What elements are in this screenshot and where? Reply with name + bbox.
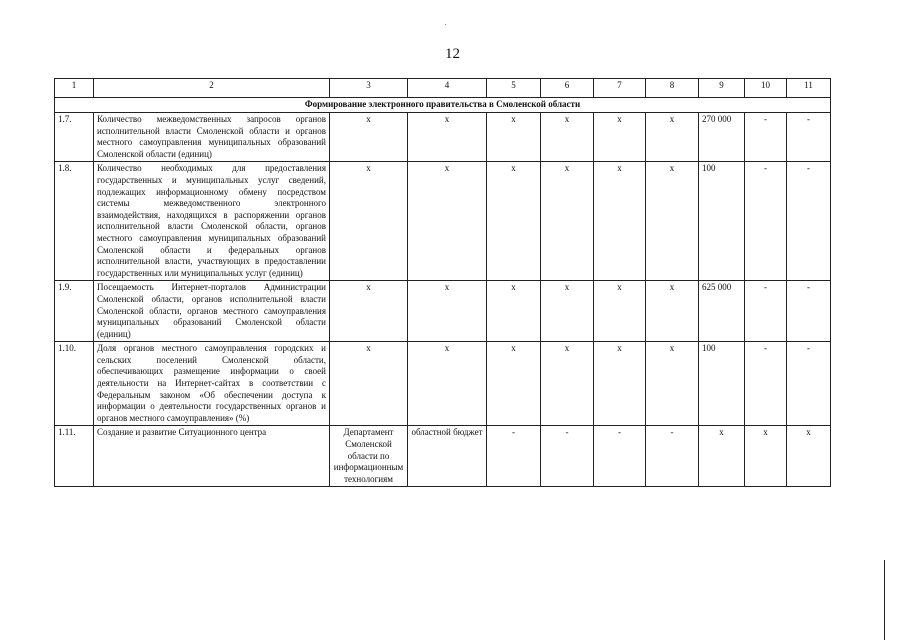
cell-col-5: x xyxy=(487,342,541,426)
column-number-header: 11 xyxy=(787,79,831,98)
column-number-header-row xyxy=(55,79,831,98)
cell-col-7: - xyxy=(594,426,646,487)
column-number-header: 10 xyxy=(745,79,787,98)
cell-col-8: x xyxy=(646,342,699,426)
cell-col-5: - xyxy=(487,426,541,487)
cell-col-10: - xyxy=(745,281,787,342)
indicator-description: Посещаемость Интернет-порталов Администрации Смоленской области, органов исполнительной власти Смоленской области, органов местного самоуправления муниципальных образований Смоленской области (единиц) xyxy=(94,281,330,342)
responsible-department: Департамент Смоленской области по информационным технологиям xyxy=(330,426,408,487)
row-number: 1.11. xyxy=(55,426,94,487)
scan-speck xyxy=(445,24,446,25)
cell-col-6: x xyxy=(541,162,594,281)
cell-col-9: 100 xyxy=(699,162,745,281)
cell-col-4: x xyxy=(408,281,487,342)
column-number-header: 3 xyxy=(330,79,408,98)
cell-col-6: - xyxy=(541,426,594,487)
cell-col-7: x xyxy=(594,113,646,162)
cell-col-10: - xyxy=(745,113,787,162)
cell-col-9: 100 xyxy=(699,342,745,426)
cell-col-5: x xyxy=(487,162,541,281)
cell-col-10: - xyxy=(745,162,787,281)
cell-col-7: x xyxy=(594,162,646,281)
cell-col-3: x xyxy=(330,342,408,426)
cell-col-3: x xyxy=(330,113,408,162)
cell-col-5: x xyxy=(487,113,541,162)
cell-col-10: - xyxy=(745,342,787,426)
cell-col-11: - xyxy=(787,162,831,281)
cell-col-4: x xyxy=(408,342,487,426)
column-number-header: 7 xyxy=(594,79,646,98)
indicator-description: Количество межведомственных запросов органов исполнительной власти Смоленской области и органов местного самоуправления муниципальных образований Смоленской области (единиц) xyxy=(94,113,330,162)
column-number-header: 1 xyxy=(55,79,94,98)
cell-col-4: x xyxy=(408,162,487,281)
cell-col-11: - xyxy=(787,113,831,162)
cell-col-8: x xyxy=(646,162,699,281)
table-row xyxy=(55,281,831,342)
row-number: 1.10. xyxy=(55,342,94,426)
row-number: 1.8. xyxy=(55,162,94,281)
cell-col-6: x xyxy=(541,113,594,162)
cell-col-8: x xyxy=(646,281,699,342)
section-title: Формирование электронного правительства в Смоленской области xyxy=(55,98,831,113)
section-header-row xyxy=(55,98,831,113)
cell-col-3: x xyxy=(330,162,408,281)
indicator-description: Создание и развитие Ситуационного центра xyxy=(94,426,330,487)
cell-col-8: x xyxy=(646,113,699,162)
cell-col-7: x xyxy=(594,342,646,426)
table-row xyxy=(55,162,831,281)
scan-edge-line xyxy=(884,560,885,640)
page-number: 12 xyxy=(445,46,460,62)
table-row xyxy=(55,426,831,487)
cell-col-3: x xyxy=(330,281,408,342)
column-number-header: 9 xyxy=(699,79,745,98)
cell-col-11: x xyxy=(787,426,831,487)
table-row xyxy=(55,342,831,426)
cell-col-7: x xyxy=(594,281,646,342)
cell-col-11: - xyxy=(787,342,831,426)
cell-col-9: x xyxy=(699,426,745,487)
row-number: 1.9. xyxy=(55,281,94,342)
cell-col-11: - xyxy=(787,281,831,342)
cell-col-5: x xyxy=(487,281,541,342)
table-row xyxy=(55,113,831,162)
indicator-description: Доля органов местного самоуправления городских и сельских поселений Смоленской области, обеспечивающих размещение информации о своей деятельности на Интернет-сайтах в соответствии с Федеральным законом «Об обеспечении доступа к информации о деятельности государственных органов и органов местного самоуправления» (%) xyxy=(94,342,330,426)
program-indicators-table xyxy=(54,78,831,487)
cell-col-6: x xyxy=(541,342,594,426)
funding-source: областной бюджет xyxy=(408,426,487,487)
cell-col-9: 270 000 xyxy=(699,113,745,162)
cell-col-6: x xyxy=(541,281,594,342)
cell-col-4: x xyxy=(408,113,487,162)
column-number-header: 2 xyxy=(94,79,330,98)
column-number-header: 8 xyxy=(646,79,699,98)
indicator-description: Количество необходимых для предоставления государственных и муниципальных услуг сведений, подлежащих информационному обмену посредством системы межведомственного электронного взаимодействия, находящихся в распоряжении органов исполнительной власти Смоленской области, органов местного самоуправления муниципальных образований Смоленской области и федеральных органов исполнительной власти, участвующих в предоставлении государственных или муниципальных услуг (единиц) xyxy=(94,162,330,281)
row-number: 1.7. xyxy=(55,113,94,162)
column-number-header: 6 xyxy=(541,79,594,98)
cell-col-8: - xyxy=(646,426,699,487)
cell-col-10: x xyxy=(745,426,787,487)
cell-col-9: 625 000 xyxy=(699,281,745,342)
column-number-header: 5 xyxy=(487,79,541,98)
column-number-header: 4 xyxy=(408,79,487,98)
